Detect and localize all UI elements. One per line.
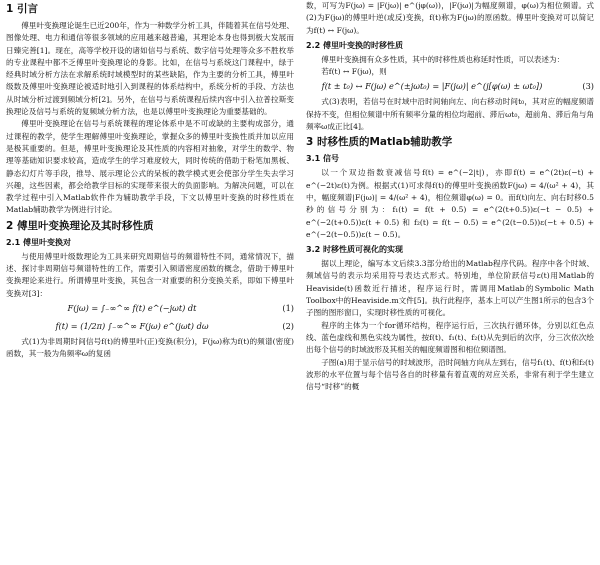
paragraph-signal: 以一个双边指数衰减信号f(t) = e^(−2|t|)，亦即f(t) = e^(2t)ε(−t) + e^(−2t)ε(t)为例。根据式(1)可求得f(t)的傅里叶变换函数F(jω) = 4/(ω² + 4)，其中，幅度频谱|F(jω)| = 4/(ω² + 4)，相位频谱φ(ω) = 0。而f(t)向左、向右时移0.5秒的信号分别为：f₁(t) = f(t + 0.5) = e^(2(t+0.5))ε(−t − 0.5) + e^(−2(t+0.5))ε(t + 0.5) 和 f₂(t) = f(t − 0.5) = e^(2(t−0.5))ε(−t + 0.5) + e^(−2(t−0.5))ε(t − 0.5)。 [306,168,594,239]
equation-1 [6,300,294,318]
paragraph-eq-explanation: 式(1)为非周期时间信号f(t)的傅里叶(正)变换(积分)，F(jω)称为f(t)的频谱(密度)函数，其一般为角频率ω的复函 [6,336,294,359]
right-column [306,0,594,393]
subsection-heading-transform-pair: 2.1 傅里叶变换对 [6,237,71,247]
subsection-heading-visualization: 3.2 时移性质可视化的实现 [306,245,403,255]
subsection-heading-time-shift: 2.2 傅里叶变换的时移性质 [306,40,403,50]
equation-3-number: (3) [582,81,594,92]
equation-2-formula: f(t) = (1/2π) ∫₋∞^∞ F(jω) e^(jωt) dω [55,320,209,331]
paragraph-visualization-3: 子图(a)用于显示信号的时域波形，沿时间轴方向从左到右，信号f₁(t)、f(t)和f₂(t)波形的水平位置与每个信号各自的时移量有着直观的对应关系，非常有利于学生建立信号“时移”的概 [306,357,594,392]
paragraph-condition: 若f(t) ↔ F(jω)，则 [321,67,387,77]
equation-1-formula: F(jω) = ∫₋∞^∞ f(t) e^(−jωt) dt [67,302,197,313]
paragraph-eq3-explanation: 式(3)表明，若信号在时域中沿时间轴向左、向右移动时间t₀，其对应的幅度频谱保持不变，但相位频谱中所有频率分量的相位均超前、滞后ωt₀，超前角、滞后角与角频率ω成正比[4]。 [306,97,594,132]
equation-2 [6,318,294,336]
paragraph-spectrum-continued: 数，可写为F(jω) = |F(jω)| e^(jφ(ω))，|F(jω)|为幅度频谱，φ(ω)为相位频谱。式(2)为F(jω)的傅里叶逆(或反)变换，f(t)称为F(jω)的原函数。傅里叶变换对可以简记为f(t) ↔ F(jω)。 [306,1,594,35]
paragraph-intro-1: 傅里叶变换理论诞生已近200年，作为一种数学分析工具，伴随着其在信号处理、图像处理、电力和通信等很多领域的应用越来越普遍，其理论本身也得到极大发展而日臻完善[1]。现在，高等学校开设的诸如信号与系统、数字信号处理等众多不胜枚举的专业课程中都不乏傅里叶变换理论的身影。比如，在信号与系统这门课程中，绿于经典时域分析方法在求解系统时域模型时的某些缺陷，作为主要的分析工具，傅里叶级数及傅里叶变换理论被适时地引入到课程的体系结构中，系统分析的手段、方法也从时域分析过渡到频域分析[2]。另外，在信号与系统课程后续内容中引入拉普拉斯变换理论及信号与系统的复频域分析方法，也是以傅里叶变换理论为重要基础的。 [6,21,294,117]
paragraph-intro-2: 傅里叶变换理论在信号与系统课程的理论体系中是不可或缺的主要构成部分，通过课程的教学，使学生理解傅里叶变换理论，掌握众多的傅里叶变换性质并加以应用是极其重要的。但是，傅里叶变换理论及其性质的内容相对抽象，对学生的数学、物理等基础知识要求较高，造成学生的学习难度较大，同时传统的借助于粉笔加黑板、静态幻灯片等手段，推导、展示理论公式的呆板的教学模式更会使部分学生失去学习兴趣，这些因素，都会给教学目标的实现带来很大的负面影响。为解决问题，可以在教学过程中引入Matlab软件作为辅助教学手段，下文以傅里叶变换的时移性质在Matlab辅助教学为例进行讨论。 [6,119,294,215]
section-heading-theory: 2 傅里叶变换理论及其时移性质 [6,219,154,232]
paragraph-visualization-2: 程序的主体为一个for循环结构，程序运行后，三次执行循环体，分别以红色点线、蓝色虚线和黑色实线为属性，按f(t)、f₁(t)、f₂(t)从先到后的次序，分三次依次绘出每个信号的时域波形及其相关的幅度频谱图和相位频谱图。 [306,320,594,355]
left-column [6,0,294,361]
section-heading-matlab: 3 时移性质的Matlab辅助教学 [306,136,453,149]
paragraph-visualization-1: 据以上理论，编写本文后续3.3部分给出的Matlab程序代码。程序中各个时域、频域信号的表示均采用符号表达式形式。特别地，单位阶跃信号ε(t)用Matlab的Heaviside(t)函数近行描述，程序运行时，需调用Matlab的Symbolic Math Toolbox中的Heaviside.m文件[5]。执行此程序，基本上可以产生图1所示的包含3个子图的图形窗口，实现时移性质的可视化。 [306,259,594,318]
equation-3 [306,78,594,96]
paragraph-transform-pair: 与使用傅里叶级数理论为工具来研究周期信号的频谱特性不同，通常情况下，描述、探讨非周期信号频谱特性的工作，需要引入频谱密度函数的概念，借助于傅里叶变换理论来进行。所谓傅里叶变换，其包含一对重要的积分变换关系，即如下傅里叶变换对[3]： [6,251,294,298]
paragraph-time-shift: 傅里叶变换拥有众多性质，其中的时移性质也称延时性质，可以表述为： [321,54,565,64]
equation-3-formula: f(t ± t₀) ↔ F(jω) e^(±jωt₀) = |F(jω)| e^(j[φ(ω) ± ωt₀]) [321,81,543,92]
equation-1-number: (1) [282,302,294,313]
section-heading-intro: 1 引言 [6,3,38,15]
equation-2-number: (2) [282,320,294,331]
subsection-heading-signal: 3.1 信号 [306,154,339,164]
